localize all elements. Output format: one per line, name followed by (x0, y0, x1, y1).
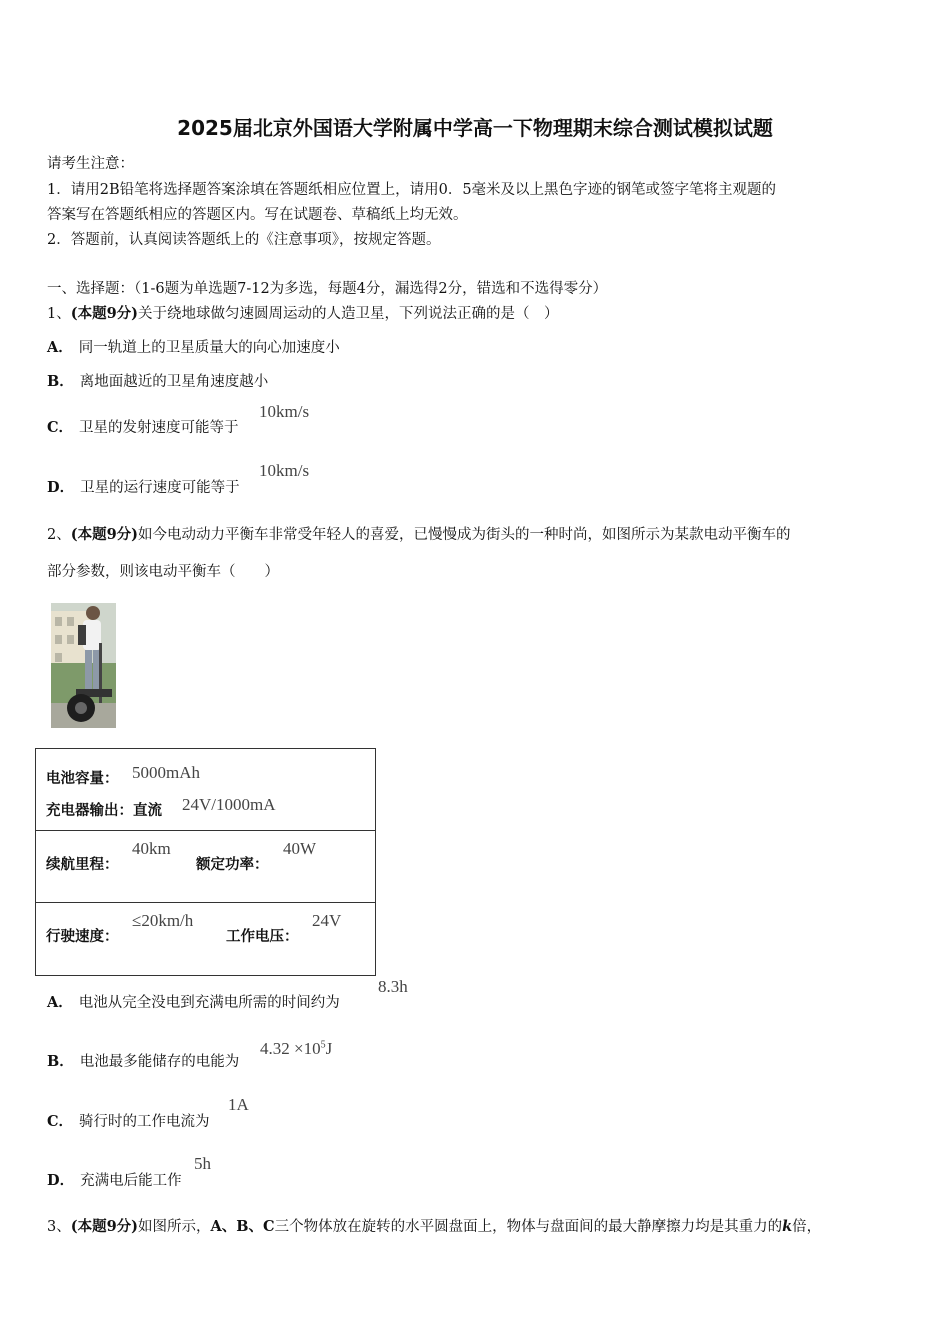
q2-option-b-formula (260, 1039, 332, 1059)
option-text: 同一轨道上的卫星质量大的向心加速度小 (78, 340, 340, 356)
q2-option-d-formula: 5h (194, 1154, 211, 1173)
table-row (36, 903, 376, 976)
formula-base: 4.32 ×10 (260, 1039, 321, 1058)
battery-value: 5000mAh (132, 763, 200, 782)
q2-option-a-formula: 8.3h (378, 977, 408, 996)
battery-label: 电池容量： (46, 770, 119, 787)
q1-option-d[interactable] (47, 476, 240, 497)
q2-option-c-formula: 1A (228, 1095, 249, 1114)
parameter-table (35, 748, 376, 976)
question-text: 关于绕地球做匀速圆周运动的人造卫星，下列说法正确的是（ ） (138, 306, 559, 322)
notice-line-1: 1．请用2B铅笔将选择题答案涂填在答题纸相应位置上，请用0．5毫米及以上黑色字迹的钢笔或签字笔将主观题的 (47, 182, 777, 198)
question-3-stem (47, 1215, 821, 1236)
question-1-stem (47, 302, 559, 323)
notice-heading: 请考生注意： (47, 156, 134, 172)
speed-value: ≤20km/h (132, 911, 194, 930)
option-letter: A． (47, 339, 73, 356)
q1-option-c[interactable] (47, 416, 239, 437)
range-label: 续航里程： (46, 856, 119, 873)
notice-line-2: 2．答题前，认真阅读答题纸上的《注意事项》，按规定答题。 (47, 232, 441, 248)
voltage-label: 工作电压： (226, 928, 299, 945)
option-text: 离地面越近的卫星角速度越小 (79, 374, 269, 390)
option-letter: A． (47, 994, 73, 1011)
k-variable: k (782, 1218, 793, 1235)
formula-unit: J (325, 1039, 333, 1058)
question-number: 2、 (47, 527, 71, 543)
charger-value: 24V/1000mA (182, 795, 276, 814)
question-number: 1、 (47, 306, 71, 322)
power-label: 额定功率： (196, 856, 269, 873)
formula-exponent: 5 (320, 1039, 326, 1051)
option-letter: C． (47, 1113, 74, 1130)
option-text: 电池从完全没电到充满电所需的时间约为 (78, 995, 340, 1011)
section-heading: 一、选择题：（1-6题为单选题7-12为多选，每题4分，漏选得2分，错选和不选得零分） (47, 281, 608, 297)
question-text: 如今电动动力平衡车非常受年轻人的喜爱，已慢慢成为街头的一种时尚，如图所示为某款电动平衡车的 (138, 527, 791, 543)
q2-option-a[interactable] (47, 991, 340, 1012)
balance-scooter-illustration (51, 603, 116, 728)
q2-option-d[interactable] (47, 1169, 182, 1190)
question-tag: (本题9分) (70, 1218, 139, 1235)
q1-option-c-formula: 10km/s (259, 402, 310, 421)
q2-option-c[interactable] (47, 1110, 210, 1131)
objects-label: A、B、C (210, 1218, 275, 1235)
q2-option-b[interactable] (47, 1050, 239, 1071)
charger-label: 充电器输出：直流 (46, 802, 162, 819)
power-value: 40W (283, 839, 317, 858)
table-row (36, 749, 376, 831)
option-letter: D． (47, 1172, 75, 1189)
option-text: 骑行时的工作电流为 (79, 1114, 210, 1130)
option-text: 卫星的运行速度可能等于 (80, 480, 240, 496)
range-value: 40km (132, 839, 171, 858)
q1-option-d-formula: 10km/s (259, 461, 310, 480)
question-text-cont: 三个物体放在旋转的水平圆盘面上，物体与盘面间的最大静摩擦力均是其重力的 (274, 1219, 783, 1235)
question-tag: (本题9分) (70, 526, 139, 543)
q1-option-a[interactable] (47, 336, 340, 357)
option-letter: D． (47, 479, 75, 496)
page-title: 2025届北京外国语大学附属中学高一下物理期末综合测试模拟试题 (177, 116, 773, 140)
q1-option-b[interactable] (47, 370, 268, 391)
balance-scooter-photo (51, 603, 116, 728)
option-text: 电池最多能储存的电能为 (79, 1054, 240, 1070)
option-text: 卫星的发射速度可能等于 (79, 420, 239, 436)
notice-line-1b: 答案写在答题纸相应的答题区内。写在试题卷、草稿纸上均无效。 (47, 207, 468, 223)
voltage-value: 24V (312, 911, 342, 930)
question-number: 3、 (47, 1219, 71, 1235)
option-letter: C． (47, 419, 74, 436)
question-2-stem-cont: 部分参数，则该电动平衡车（ ） (47, 564, 279, 580)
question-text: 如图所示， (138, 1219, 211, 1235)
speed-label: 行驶速度： (46, 928, 119, 945)
table-row (36, 831, 376, 903)
option-text: 充满电后能工作 (80, 1173, 182, 1189)
question-text-end: 倍， (792, 1219, 822, 1235)
question-2-stem (47, 523, 791, 544)
option-letter: B． (47, 373, 74, 390)
option-letter: B． (47, 1053, 74, 1070)
question-tag: (本题9分) (70, 305, 139, 322)
